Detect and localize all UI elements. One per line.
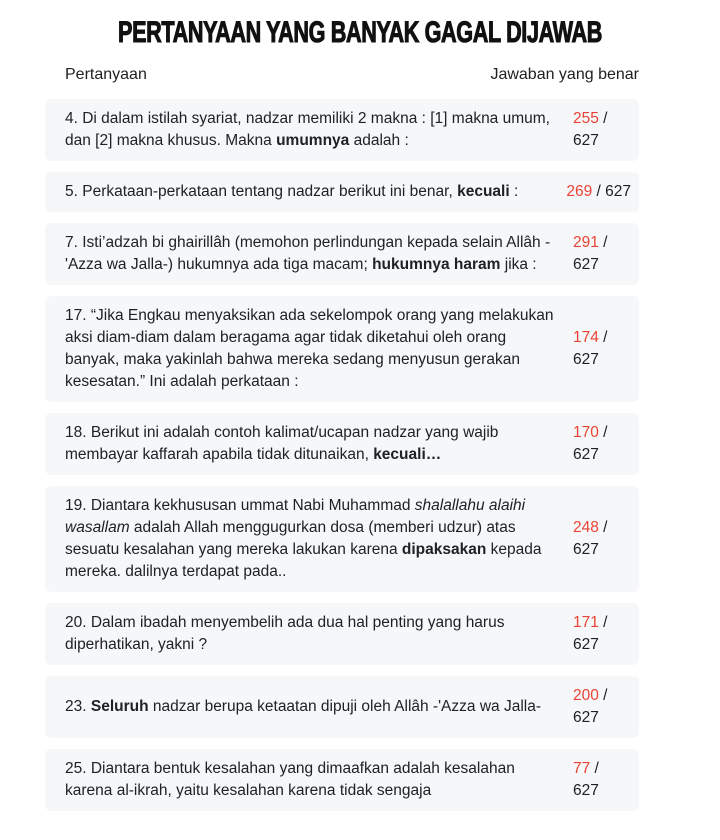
- correct-count: 174: [573, 329, 599, 346]
- question-text-run: 18. Berikut ini adalah contoh kalimat/ucapan nadzar yang wajib membayar kaffarah apabila tidak ditunaikan,: [65, 424, 499, 463]
- question-text: [65, 758, 573, 802]
- answer-count: 248 / 627: [573, 517, 631, 561]
- question-text-run: 5. Perkataan-perkataan tentang nadzar berikut ini benar,: [65, 183, 458, 200]
- correct-count: 255: [573, 110, 599, 127]
- question-text-run: 17. “Jika Engkau menyaksikan ada sekelompok orang yang melakukan aksi diam-diam dalam beragama agar tidak diketahui oleh orang banyak, maka yakinlah bahwa mereka sedang menyusun gerakan kesesatan.” Ini adalah perkataan :: [65, 307, 554, 390]
- total-count: 627: [573, 782, 599, 799]
- question-text: [65, 232, 573, 276]
- total-count: 627: [573, 636, 599, 653]
- question-text-run: nadzar berupa ketaatan dipuji oleh Allâh -'Azza wa Jalla-: [148, 698, 541, 715]
- column-header-question: Pertanyaan: [65, 66, 147, 83]
- question-text: [65, 305, 573, 393]
- correct-count: 170: [573, 424, 599, 441]
- total-count: 627: [573, 256, 599, 273]
- question-row: [45, 676, 639, 738]
- answer-count: 291 / 627: [573, 232, 631, 276]
- question-text-bold: hukumnya haram: [372, 256, 501, 273]
- question-text: [65, 181, 566, 203]
- column-headers: [45, 64, 639, 86]
- question-text-run: 7. Isti’adzah bi ghairillâh (memohon perlindungan kepada selain Allâh -'Azza wa Jalla-) hukumnya ada tiga macam;: [65, 234, 551, 273]
- question-text-run: adalah :: [349, 132, 409, 149]
- question-text: [65, 696, 573, 718]
- correct-count: 171: [573, 614, 599, 631]
- question-text-run: 25. Diantara bentuk kesalahan yang dimaafkan adalah kesalahan karena al-ikrah, yaitu kesalahan karena tidak sengaja: [65, 760, 515, 799]
- correct-count: 200: [573, 687, 599, 704]
- question-text-run: 20. Dalam ibadah menyembelih ada dua hal penting yang harus diperhatikan, yakni ?: [65, 614, 505, 653]
- question-text-bold: kecuali: [457, 183, 510, 200]
- question-text-bold: kecuali…: [373, 446, 442, 463]
- answer-count: 77 / 627: [573, 758, 631, 802]
- answer-count: 269 / 627: [566, 183, 631, 200]
- answer-count: 170 / 627: [573, 422, 631, 466]
- question-text-run: 23.: [65, 698, 91, 715]
- question-text-bold: Seluruh: [90, 698, 149, 715]
- question-text: [65, 612, 573, 656]
- question-text-run: 19. Diantara kekhususan ummat Nabi Muhammad: [65, 497, 415, 514]
- total-count: 627: [573, 132, 599, 149]
- question-text: [65, 495, 573, 583]
- total-count: 627: [573, 541, 599, 558]
- total-count: 627: [573, 351, 599, 368]
- question-row: [45, 99, 639, 161]
- correct-count: 291: [573, 234, 599, 251]
- page-title: PERTANYAAN YANG BANYAK GAGAL DIJAWAB: [118, 16, 602, 49]
- question-list: [45, 99, 639, 811]
- question-text-bold: dipaksakan: [401, 541, 487, 558]
- correct-count: 248: [573, 519, 599, 536]
- question-text: [65, 108, 573, 152]
- question-text-run: :: [509, 183, 519, 200]
- question-row: [45, 296, 639, 402]
- answer-count: 255 / 627: [573, 108, 631, 152]
- question-text-run: jika :: [500, 256, 537, 273]
- question-text: [65, 422, 573, 466]
- question-text-run: kepada mereka. dalilnya terdapat pada..: [65, 541, 542, 580]
- question-row: [45, 603, 639, 665]
- total-count: 627: [573, 446, 599, 463]
- answer-count: 174 / 627: [573, 327, 631, 371]
- column-header-answer: Jawaban yang benar: [490, 66, 639, 83]
- question-text-run: adalah Allah menggugurkan dosa (memberi udzur) atas sesuatu kesalahan yang mereka lakukan karena: [65, 519, 516, 558]
- correct-count: 77: [573, 760, 591, 777]
- question-row: [45, 223, 639, 285]
- question-text-italic: shalallahu alaihi wasallam: [65, 497, 526, 536]
- question-row: [45, 749, 639, 811]
- question-row: [45, 413, 639, 475]
- question-text-bold: umumnya: [276, 132, 350, 149]
- question-row: [45, 172, 639, 212]
- answer-count: 171 / 627: [573, 612, 631, 656]
- total-count: 627: [573, 709, 599, 726]
- correct-count: 269: [566, 183, 593, 200]
- answer-count: 200 / 627: [573, 685, 631, 729]
- question-row: [45, 486, 639, 592]
- question-text-run: 4. Di dalam istilah syariat, nadzar memiliki 2 makna : [1] makna umum, dan [2] makna khusus. Makna: [65, 110, 550, 149]
